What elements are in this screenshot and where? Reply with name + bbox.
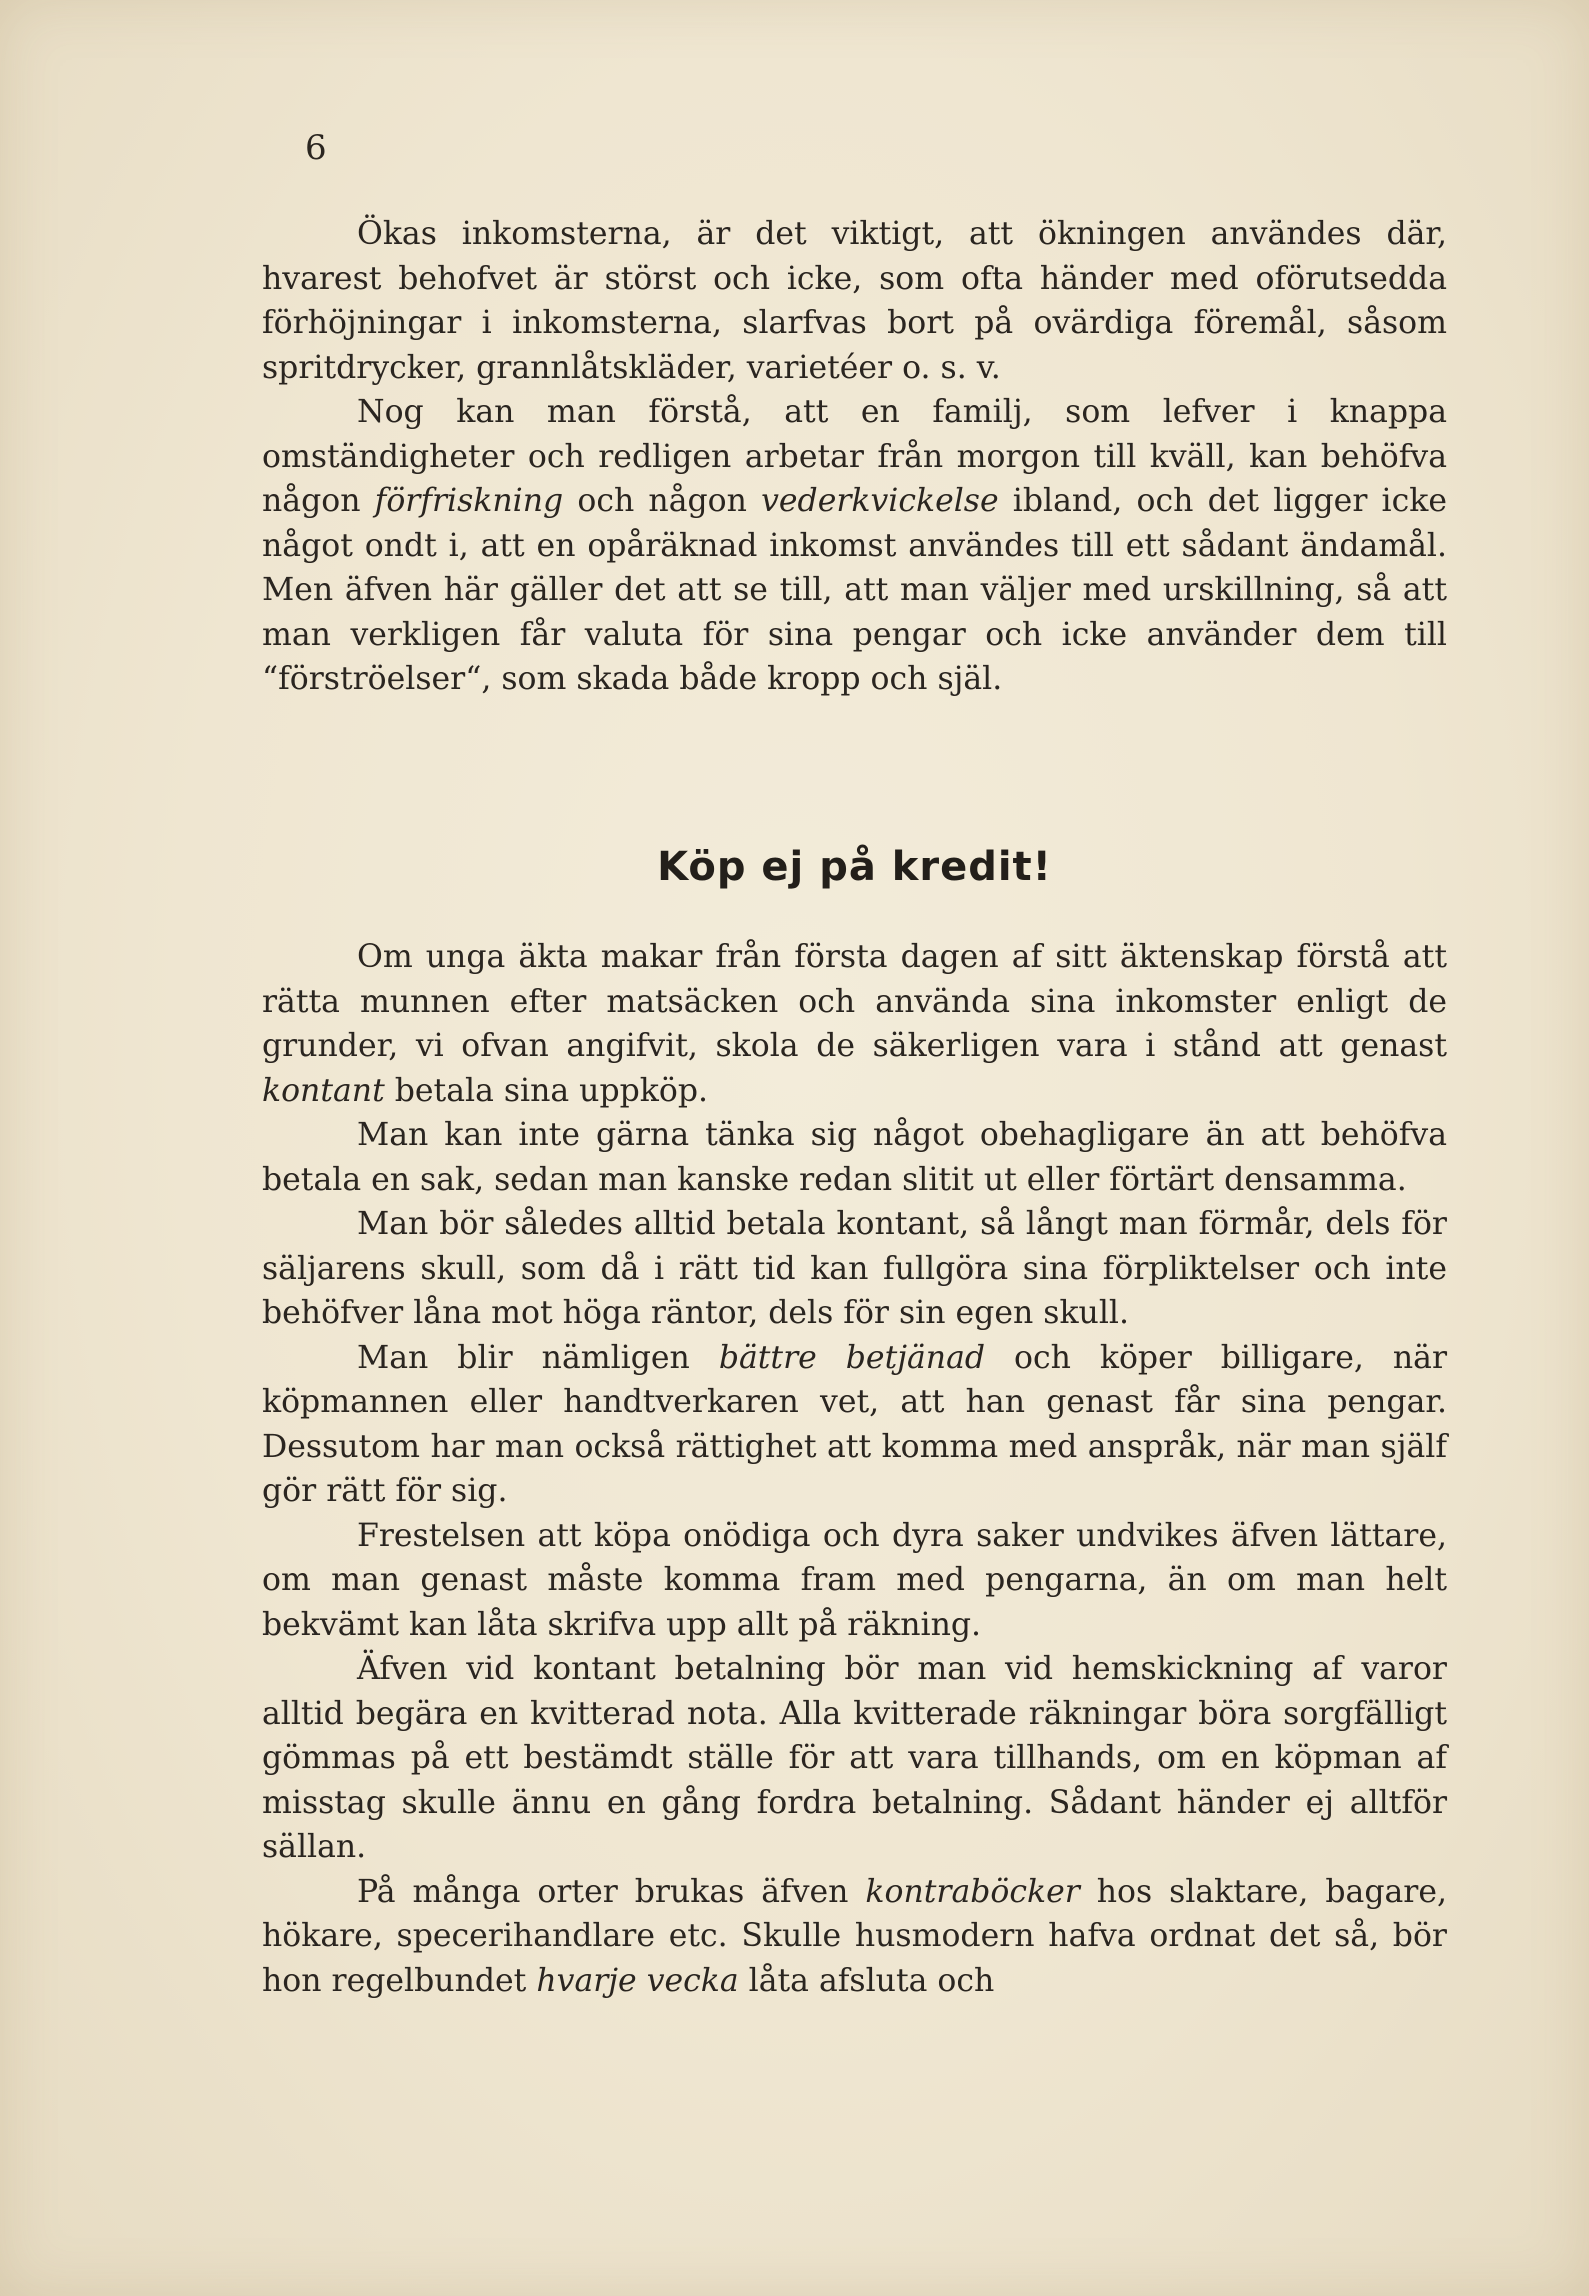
- paragraph: Man blir nämligen bättre betjänad och köper billigare, när köpmannen eller handtverkaren vet, att han genast får sina pengar. Dessutom har man också rättighet att komma med anspråk, när man själf gör rätt för sig.: [262, 1339, 1447, 1509]
- body-text-top: [262, 212, 1447, 702]
- paragraph: Ökas inkomsterna, är det viktigt, att ökningen användes där, hvarest behofvet är störst och icke, som ofta händer med oförutsedda förhöjningar i inkomsterna, slarfvas bort på ovärdiga föremål, såsom spritdrycker, grannlåtskläder, varietéer o. s. v.: [262, 216, 1447, 386]
- page-number: 6: [305, 128, 327, 168]
- paragraph: Man bör således alltid betala kontant, så långt man förmår, dels för säljarens skull, som då i rätt tid kan fullgöra sina förpliktelser och inte behöfver låna mot höga räntor, dels för sin egen skull.: [262, 1206, 1447, 1331]
- emphasis: bättre betjänad: [718, 1339, 986, 1376]
- paragraph: Äfven vid kontant betalning bör man vid hemskickning af varor alltid begära en kvitterad nota. Alla kvitterade räkningar böra sorgfälligt gömmas på ett bestämdt ställe för att vara tillhands, om en köpman af misstag skulle ännu en gång fordra betalning. Sådant händer ej alltför sällan.: [262, 1651, 1447, 1865]
- emphasis: hvarje vecka: [536, 1962, 739, 1999]
- paragraph: Nog kan man förstå, att en familj, som lefver i knappa omständigheter och redligen arbetar från morgon till kväll, kan behöfva någon förfriskning och någon vederkvickelse ibland, och det ligger icke något ondt i, att en opåräknad inkomst användes till ett sådant ändamål. Men äfven här gäller det att se till, att man väljer med urskillning, så att man verkligen får valuta för sina pengar och icke använder dem till “förströelser“, som skada både kropp och själ.: [262, 394, 1447, 697]
- paragraph: På många orter brukas äfven kontraböcker hos slaktare, bagare, hökare, specerihandlare etc. Skulle husmodern hafva ordnat det så, bör hon regelbundet hvarje vecka låta afsluta och: [262, 1873, 1447, 1999]
- emphasis: vederkvickelse: [761, 483, 999, 519]
- body-text-bottom: [262, 935, 1447, 2003]
- paragraph: Frestelsen att köpa onödiga och dyra saker undvikes äfven lättare, om man genast måste komma fram med pengarna, än om man helt bekvämt kan låta skrifva upp allt på räkning.: [262, 1517, 1447, 1643]
- emphasis: kontant: [262, 1072, 385, 1109]
- section-heading: Köp ej på kredit!: [657, 844, 1052, 890]
- paragraph: Man kan inte gärna tänka sig något obehagligare än att behöfva betala en sak, sedan man kanske redan slitit ut eller förtärt densamma.: [262, 1117, 1447, 1198]
- emphasis: kontraböcker: [865, 1873, 1080, 1910]
- paragraph: Om unga äkta makar från första dagen af sitt äktenskap förstå att rätta munnen efter matsäcken och använda sina inkomster enligt de grunder, vi ofvan angifvit, skola de säkerligen vara i stånd att genast kontant betala sina uppköp.: [262, 939, 1447, 1109]
- emphasis: förfriskning: [374, 483, 564, 519]
